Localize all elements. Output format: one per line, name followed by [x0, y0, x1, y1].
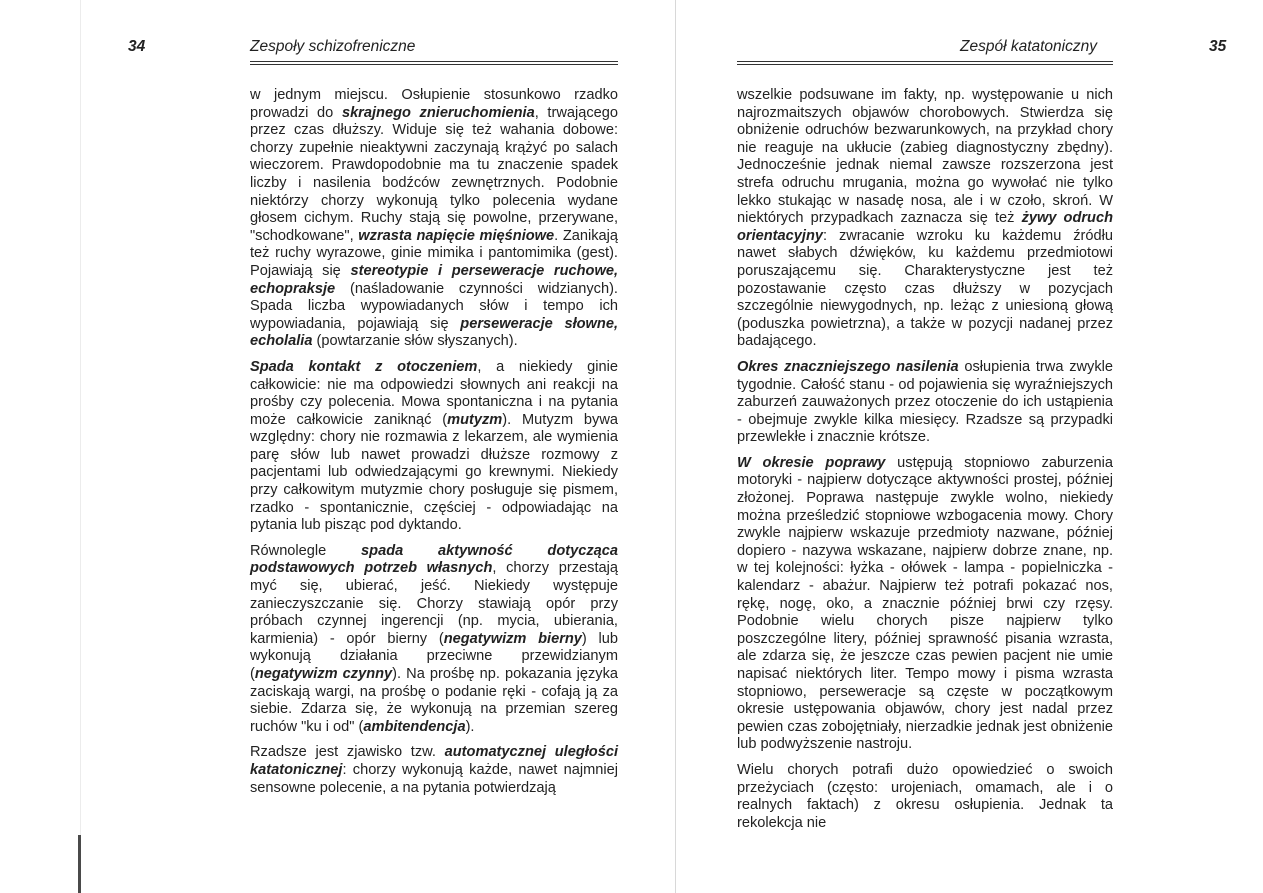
emphasized-term: skrajnego znieruchomienia [341, 104, 535, 121]
text-run: Rzadsze jest zjawisko tzw. [250, 744, 445, 761]
text-run: , a niekiedy ginie całkowicie: nie ma odpowiedzi słownych ani reakcji na prośby czy polecenia. Mowa spontaniczna i na pytania może całkowicie zaniknąć ( [250, 358, 618, 428]
text-run: wszelkie podsuwane im fakty, np. występowanie u nich najrozmaitszych objawów chorobowych. Stwierdza się obniżenie odruchów bezwarunkowych, na przykład chory nie reaguje na ukłucie (zabieg diagnostyczny zbędny). Jednocześnie jednak niemal zawsze rozszerzona jest strefa odruchu mrugania, można go wywołać nie tylko lekko stukając w nasadę nosa, ale i w czoło, skroń. W niektórych przypadkach zaznacza się też [737, 87, 1113, 227]
text-run: (powtarzanie słów słyszanych). [312, 333, 518, 350]
emphasized-term: wzrasta napięcie mięśniowe [358, 227, 555, 244]
text-run: ). [465, 718, 475, 735]
text-run: ). Na prośbę np. pokazania języka zaciskają wargi, na prośbę o podanie ręki - cofają ją za siebie. Zdarza się, że wykonują na przemian szereg ruchów "ku i od" ( [250, 666, 619, 735]
emphasized-term: ambitendencja [363, 718, 466, 735]
text-run: , trwającego przez czas dłuższy. Widuje się też wahania dobowe: chorzy zupełnie nieaktywni zaczynają krążyć po salach wieczorem. Prawdopodobnie ma tu znaczenie spadek liczby i nasilenia bodźców zewnętrznych. Podobnie niektórzy chorzy wykonują tylko polecenia wydane głosem cichym. Ruchy stają się powolne, przerywane, "schodkowane", [250, 104, 619, 244]
right-page-number: 35 [1209, 38, 1227, 55]
paragraph [250, 359, 618, 535]
text-run: (naśladowanie czynności widzianych). Spada liczba wypowiadanych słów i tempo ich wypowiadania, pojawiają się [250, 280, 618, 332]
text-run: Wielu chorych potrafi dużo opowiedzieć o swoich przeżyciach (często: urojeniach, omamach, ale i o realnych faktach) z okresu osłupienia. Jednak ta rekolekcja nie [737, 761, 1113, 831]
emphasized-term: negatywizm czynny [254, 666, 393, 682]
left-running-title: Zespoły schizofreniczne [250, 38, 416, 55]
paragraph [250, 87, 618, 351]
right-header-rule-2 [737, 64, 1113, 65]
page-edge-mark [78, 835, 81, 893]
emphasized-term: W okresie poprawy [737, 454, 886, 471]
text-run: , chorzy przestają myć się, ubierać, jeść. Niekiedy występuje zanieczyszczanie się. Chorzy stawiają opór przy próbach czynnej ingerencji (np. mycia, ubierania, karmienia) - opór bierny ( [250, 560, 618, 647]
text-run: . Zanikają też ruchy wyrazowe, ginie mimika i pantomimika (gest). Pojawiają się [250, 227, 618, 279]
emphasized-term: stereotypie i perseweracje ruchowe, echopraksje [250, 262, 618, 297]
text-run: : chorzy wykonują każde, nawet najmniej sensowne polecenie, a na pytania potwierdzają [250, 761, 618, 796]
emphasized-term: automatycznej uległości katatonicznej [250, 744, 619, 778]
right-text-column [737, 87, 1113, 840]
right-running-title: Zespół katatoniczny [960, 38, 1097, 55]
page-edge-shadow [80, 0, 81, 893]
left-header-rule [250, 61, 618, 62]
book-gutter [675, 0, 676, 893]
text-run: : zwracanie wzroku ku każdemu źródłu nawet słabych dźwięków, ku każdemu przedmiotowi poruszającemu się. Charakterystyczne jest też pozostawanie często czas dłuższy w pozycjach szczególnie niewygodnych, np. leżąc z uniesioną głową (poduszka powietrzna), a także w pozycji nadanej przez badającego. [737, 227, 1113, 350]
left-text-column [250, 87, 618, 805]
paragraph [737, 762, 1113, 832]
text-run: ). Mutyzm bywa względny: chory nie rozmawia z lekarzem, ale wymienia parę słów lub nawet prowadzi dłuższe rozmowy z pacjentami lub odwiedzającymi go krewnymi. Niekiedy przy całkowitym mutyzmie chory posługuje się pismem, rzadko - spontanicznie, częściej - odpowiadając na pytania lub pisząc pod dyktando. [250, 411, 618, 534]
left-page-number: 34 [128, 38, 146, 55]
paragraph [737, 87, 1113, 351]
paragraph [250, 744, 618, 797]
left-header-rule-2 [250, 64, 618, 65]
text-run: osłupienia trwa zwykle tygodnie. Całość stanu - od pojawienia się wyraźniejszych zaburzeń zauważonych przez otoczenie do ich ustąpienia - obejmuje zwykle kilka miesięcy. Rzadsze są przypadki przewlekłe i znacznie krótsze. [737, 358, 1114, 446]
text-run: w jednym miejscu. Osłupienie stosunkowo rzadko prowadzi do [250, 87, 618, 121]
emphasized-term: żywy odruch orientacyjny [737, 210, 1114, 244]
paragraph [737, 359, 1113, 447]
text-run: ustępują stopniowo zaburzenia motoryki - najpierw dotyczące aktywności prostej, później złożonej. Poprawa następuje zwykle wolno, niekiedy można prześledzić stopniowe wzbogacenia mowy. Chory zwykle najpierw wskazuje przedmioty nazwane, później dopiero - nazywa wskazane, najpierw dobrze znane, np. w tej kolejności: łyżka - ołówek - lampa - popielniczka - kalendarz - abażur. Najpierw też potrafi pokazać nos, rękę, nogę, oko, a znacznie później brwi czy rzęsy. Podobnie wielu chorych pisze najpierw tylko poszczególne litery, później sprawność pisania wzrasta, ale zdarza się, że jeszcze czas pewien pacjent nie umie napisać niektórych liter. Tempo mowy i pisma wzrasta stopniowo, perseweracje są częste w początkowym okresie ustępowania objawów, chory jest nadal przez pewien czas zobojętniały, nierzadkie jednak jest obniżenie lub podwyższenie nastroju. [737, 454, 1113, 753]
emphasized-term: perseweracje słowne, echolalia [250, 315, 618, 350]
emphasized-term: mutyzm [447, 411, 503, 428]
right-header-rule [737, 61, 1113, 62]
text-run: ) lub wykonują działania przeciwne przewidzianym ( [250, 630, 618, 682]
emphasized-term: Spada kontakt z otoczeniem [250, 358, 478, 375]
paragraph [250, 543, 618, 737]
text-run: Równolegle [250, 542, 362, 559]
paragraph [737, 455, 1113, 754]
emphasized-term: spada aktywność dotycząca podstawowych potrzeb własnych [250, 542, 618, 577]
emphasized-term: Okres znaczniejszego nasilenia [737, 358, 959, 375]
emphasized-term: negatywizm bierny [443, 630, 582, 647]
